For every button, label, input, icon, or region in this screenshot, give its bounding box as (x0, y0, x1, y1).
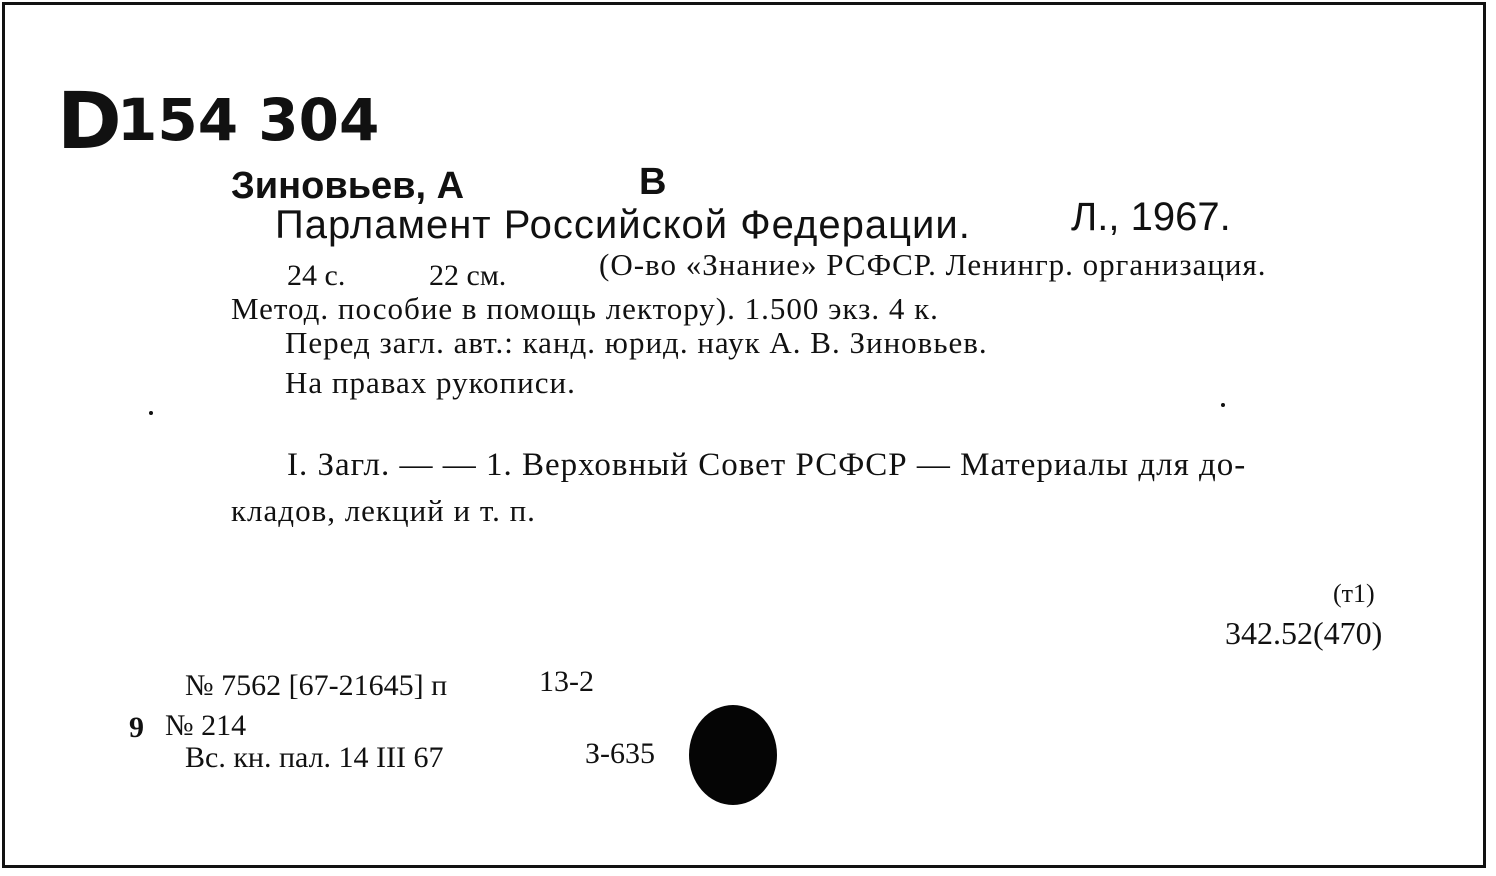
series-statement: (О-во «Знание» РСФСР. Ленингр. организация. (599, 247, 1267, 282)
book-title: Парламент Российской Федерации. (275, 203, 971, 247)
tracings: I. Загл. — — 1. Верховный Совет РСФСР — Материалы для до- (287, 447, 1247, 483)
imprint-chamber: Вс. кн. пал. 14 III 67 (185, 741, 444, 774)
manuscript-note: На правах рукописи. (285, 365, 576, 400)
accession-number: 154 304 (117, 86, 380, 154)
imprint-number: № 214 (165, 709, 247, 742)
imprint-order-number: № 7562 [67-21645] п (185, 669, 448, 702)
accession-letter: D (57, 77, 124, 167)
imprint-code: 13-2 (539, 665, 594, 698)
imprint-prefix: 9 (129, 711, 144, 744)
pages: 24 с. (287, 259, 346, 292)
place-year: Л., 1967. (1071, 195, 1231, 239)
classification-mark: (т1) (1333, 579, 1375, 608)
author-statement-note: Перед загл. авт.: канд. юрид. наук А. В. Зиновьев. (285, 325, 988, 360)
card-punch-hole (689, 705, 777, 805)
series-statement-cont: Метод. пособие в помощь лектору). 1.500 экз. 4 к. (231, 291, 939, 326)
dimensions: 22 см. (429, 259, 507, 292)
classification-code: 342.52(470) (1225, 615, 1383, 651)
tracings-cont: кладов, лекций и т. п. (231, 493, 536, 528)
catalog-card (2, 2, 1486, 868)
author-initial: В (639, 161, 667, 203)
stray-mark (1221, 403, 1225, 407)
author-name: Зиновьев, А (231, 165, 465, 207)
imprint-index: З-635 (585, 737, 656, 770)
stray-mark (149, 411, 153, 415)
